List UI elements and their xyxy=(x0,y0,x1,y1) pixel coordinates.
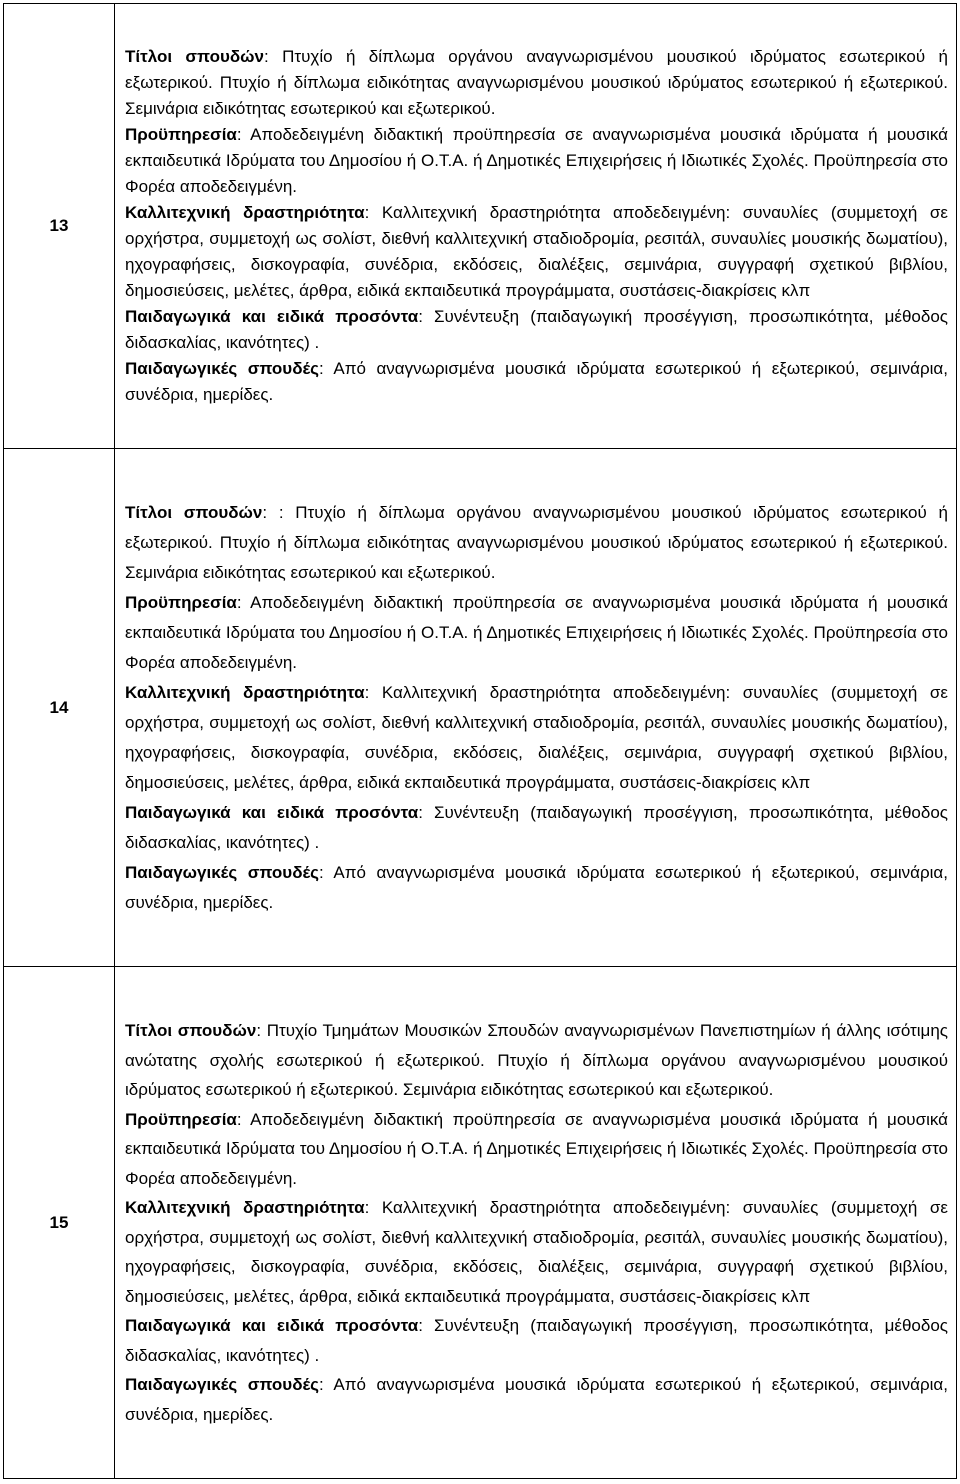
paragraph-separator: : xyxy=(319,359,334,378)
paragraph-text: Από αναγνωρισμένα μουσικά ιδρύματα εσωτερικού ή εξωτερικού, σεμινάρια, συνέδρια, ημερίδες. xyxy=(125,862,948,912)
paragraph-text: Πτυχίο ή δίπλωμα οργάνου αναγνωρισμένου μουσικού ιδρύματος εσωτερικού ή εξωτερικού. Πτυχίο ή δίπλωμα ειδικότητας αναγνωρισμένου μουσικού ιδρύματος εσωτερικού ή εξωτερικού. Σεμινάρια ειδικότητας εσωτερικού και εξωτερικού. xyxy=(125,47,948,118)
paragraph-artistic-activity xyxy=(125,1193,948,1311)
paragraph-experience xyxy=(125,1105,948,1194)
paragraph-text: Συνέντευξη (παιδαγωγική προσέγγιση, προσωπικότητα, μέθοδος διδασκαλίας, ικανότητες) . xyxy=(125,307,948,352)
paragraph-text: Αποδεδειγμένη διδακτική προϋπηρεσία σε αναγνωρισμένα μουσικά ιδρύματα ή μουσικά εκπαιδευτικά Ιδρύματα του Δημοσίου ή Ο.Τ.Α. ή Δημοτικές Επιχειρήσεις ή Ιδιωτικές Σχολές. Προϋπηρεσία στο Φορέα αποδεδειγμένη. xyxy=(125,592,948,672)
paragraph-label: Καλλιτεχνική δραστηριότητα xyxy=(125,1198,365,1217)
paragraph-pedagogical-qualifications xyxy=(125,1311,948,1370)
paragraph-pedagogical-studies xyxy=(125,1370,948,1429)
paragraph-label: Παιδαγωγικές σπουδές xyxy=(125,862,320,882)
paragraph-text: Πτυχίο Τμημάτων Μουσικών Σπουδών αναγνωρισμένων Πανεπιστημίων ή άλλης ισότιμης ανώτατης σχολής εσωτερικού ή εξωτερικού. Πτυχίο ή δίπλωμα οργάνου αναγνωρισμένου μουσικού ιδρύματος εσωτερικού ή εξωτερικού. Σεμινάρια ειδικότητας εσωτερικού και εξωτερικού. xyxy=(125,1021,948,1099)
row-requirements xyxy=(115,4,957,449)
paragraph-separator: : xyxy=(364,203,382,222)
row-requirements xyxy=(115,967,957,1479)
paragraph-label: Τίτλοι σπουδών xyxy=(125,1021,257,1040)
paragraph-artistic-activity xyxy=(125,200,948,304)
paragraph-label: Παιδαγωγικά και ειδικά προσόντα xyxy=(125,802,419,822)
row-number: 14 xyxy=(4,449,115,967)
table-row xyxy=(4,449,957,967)
paragraph-separator: : xyxy=(418,802,435,822)
paragraph-text: Συνέντευξη (παιδαγωγική προσέγγιση, προσωπικότητα, μέθοδος διδασκαλίας, ικανότητες) . xyxy=(125,802,948,852)
paragraph-label: Παιδαγωγικά και ειδικά προσόντα xyxy=(125,307,419,326)
paragraph-separator: : xyxy=(319,862,334,882)
paragraph-label: Προϋπηρεσία xyxy=(125,125,237,144)
paragraph-artistic-activity xyxy=(125,678,948,798)
paragraph-separator: : xyxy=(319,1375,334,1394)
paragraph-text: Από αναγνωρισμένα μουσικά ιδρύματα εσωτερικού ή εξωτερικού, σεμινάρια, συνέδρια, ημερίδες. xyxy=(125,359,948,404)
paragraph-label: Τίτλοι σπουδών xyxy=(125,502,263,522)
table-row xyxy=(4,967,957,1479)
paragraph-text: Συνέντευξη (παιδαγωγική προσέγγιση, προσωπικότητα, μέθοδος διδασκαλίας, ικανότητες) . xyxy=(125,1316,948,1365)
paragraph-separator: : xyxy=(256,1021,267,1040)
paragraph-label: Προϋπηρεσία xyxy=(125,1109,237,1129)
paragraph-text: Καλλιτεχνική δραστηριότητα αποδεδειγμένη: συναυλίες (συμμετοχή σε ορχήστρα, συμμετοχή ως σολίστ, διεθνή καλλιτεχνική σταδιοδρομία, ρεσιτάλ, συναυλίες μουσικής δωματίου), ηχογραφήσεις, δισκογραφία, συνέδρια, εκδόσεις, διαλέξεις, σεμινάρια, συγγραφή σχετικού βιβλίου, δημοσιεύσεις, μελέτες, άρθρα, ειδικά εκπαιδευτικά προγράμματα, συστάσεις-διακρίσεις κλπ xyxy=(125,1198,948,1306)
paragraph-separator: : xyxy=(236,592,251,612)
row-requirements xyxy=(115,449,957,967)
paragraph-separator: : xyxy=(364,682,382,702)
paragraph-label: Παιδαγωγικά και ειδικά προσόντα xyxy=(125,1316,419,1335)
table-row xyxy=(4,4,957,449)
paragraph-pedagogical-studies xyxy=(125,858,948,918)
paragraph-label: Παιδαγωγικές σπουδές xyxy=(125,359,320,378)
paragraph-separator: : xyxy=(364,1198,382,1217)
paragraph-text: Αποδεδειγμένη διδακτική προϋπηρεσία σε αναγνωρισμένα μουσικά ιδρύματα ή μουσικά εκπαιδευτικά Ιδρύματα του Δημοσίου ή Ο.Τ.Α. ή Δημοτικές Επιχειρήσεις ή Ιδιωτικές Σχολές. Προϋπηρεσία στο Φορέα αποδεδειγμένη. xyxy=(125,125,948,196)
paragraph-experience xyxy=(125,122,948,200)
paragraph-label: Καλλιτεχνική δραστηριότητα xyxy=(125,682,365,702)
paragraph-experience xyxy=(125,588,948,678)
row-number: 13 xyxy=(4,4,115,449)
paragraph-pedagogical-qualifications xyxy=(125,798,948,858)
paragraph-separator: : xyxy=(418,307,435,326)
paragraph-label: Τίτλοι σπουδών xyxy=(125,47,265,66)
paragraph-separator: : : xyxy=(262,502,296,522)
paragraph-text: Καλλιτεχνική δραστηριότητα αποδεδειγμένη: συναυλίες (συμμετοχή σε ορχήστρα, συμμετοχή ως σολίστ, διεθνή καλλιτεχνική σταδιοδρομία, ρεσιτάλ, συναυλίες μουσικής δωματίου), ηχογραφήσεις, δισκογραφία, συνέδρια, εκδόσεις, διαλέξεις, σεμινάρια, συγγραφή σχετικού βιβλίου, δημοσιεύσεις, μελέτες, άρθρα, ειδικά εκπαιδευτικά προγράμματα, συστάσεις-διακρίσεις κλπ xyxy=(125,682,948,792)
paragraph-separator: : xyxy=(418,1316,435,1335)
paragraph-text: Από αναγνωρισμένα μουσικά ιδρύματα εσωτερικού ή εξωτερικού, σεμινάρια, συνέδρια, ημερίδες. xyxy=(125,1375,948,1424)
paragraph-text: Αποδεδειγμένη διδακτική προϋπηρεσία σε αναγνωρισμένα μουσικά ιδρύματα ή μουσικά εκπαιδευτικά Ιδρύματα του Δημοσίου ή Ο.Τ.Α. ή Δημοτικές Επιχειρήσεις ή Ιδιωτικές Σχολές. Προϋπηρεσία στο Φορέα αποδεδειγμένη. xyxy=(125,1109,948,1188)
paragraph-label: Καλλιτεχνική δραστηριότητα xyxy=(125,203,365,222)
paragraph-text: Πτυχίο ή δίπλωμα οργάνου αναγνωρισμένου μουσικού ιδρύματος εσωτερικού ή εξωτερικού. Πτυχίο ή δίπλωμα ειδικότητας αναγνωρισμένου μουσικού ιδρύματος εσωτερικού ή εξωτερικού. Σεμινάρια ειδικότητας εσωτερικού και εξωτερικού. xyxy=(125,502,948,582)
paragraph-separator: : xyxy=(264,47,283,66)
row-number: 15 xyxy=(4,967,115,1479)
paragraph-pedagogical-studies xyxy=(125,356,948,408)
paragraph-separator: : xyxy=(236,125,251,144)
paragraph-label: Παιδαγωγικές σπουδές xyxy=(125,1375,320,1394)
paragraph-label: Προϋπηρεσία xyxy=(125,592,237,612)
requirements-table xyxy=(3,3,957,1479)
paragraph-degrees xyxy=(125,44,948,122)
paragraph-pedagogical-qualifications xyxy=(125,304,948,356)
paragraph-degrees xyxy=(125,498,948,588)
paragraph-degrees xyxy=(125,1016,948,1105)
paragraph-separator: : xyxy=(236,1109,251,1129)
paragraph-text: Καλλιτεχνική δραστηριότητα αποδεδειγμένη: συναυλίες (συμμετοχή σε ορχήστρα, συμμετοχή ως σολίστ, διεθνή καλλιτεχνική σταδιοδρομία, ρεσιτάλ, συναυλίες μουσικής δωματίου), ηχογραφήσεις, δισκογραφία, συνέδρια, εκδόσεις, διαλέξεις, σεμινάρια, συγγραφή σχετικού βιβλίου, δημοσιεύσεις, μελέτες, άρθρα, ειδικά εκπαιδευτικά προγράμματα, συστάσεις-διακρίσεις κλπ xyxy=(125,203,948,300)
